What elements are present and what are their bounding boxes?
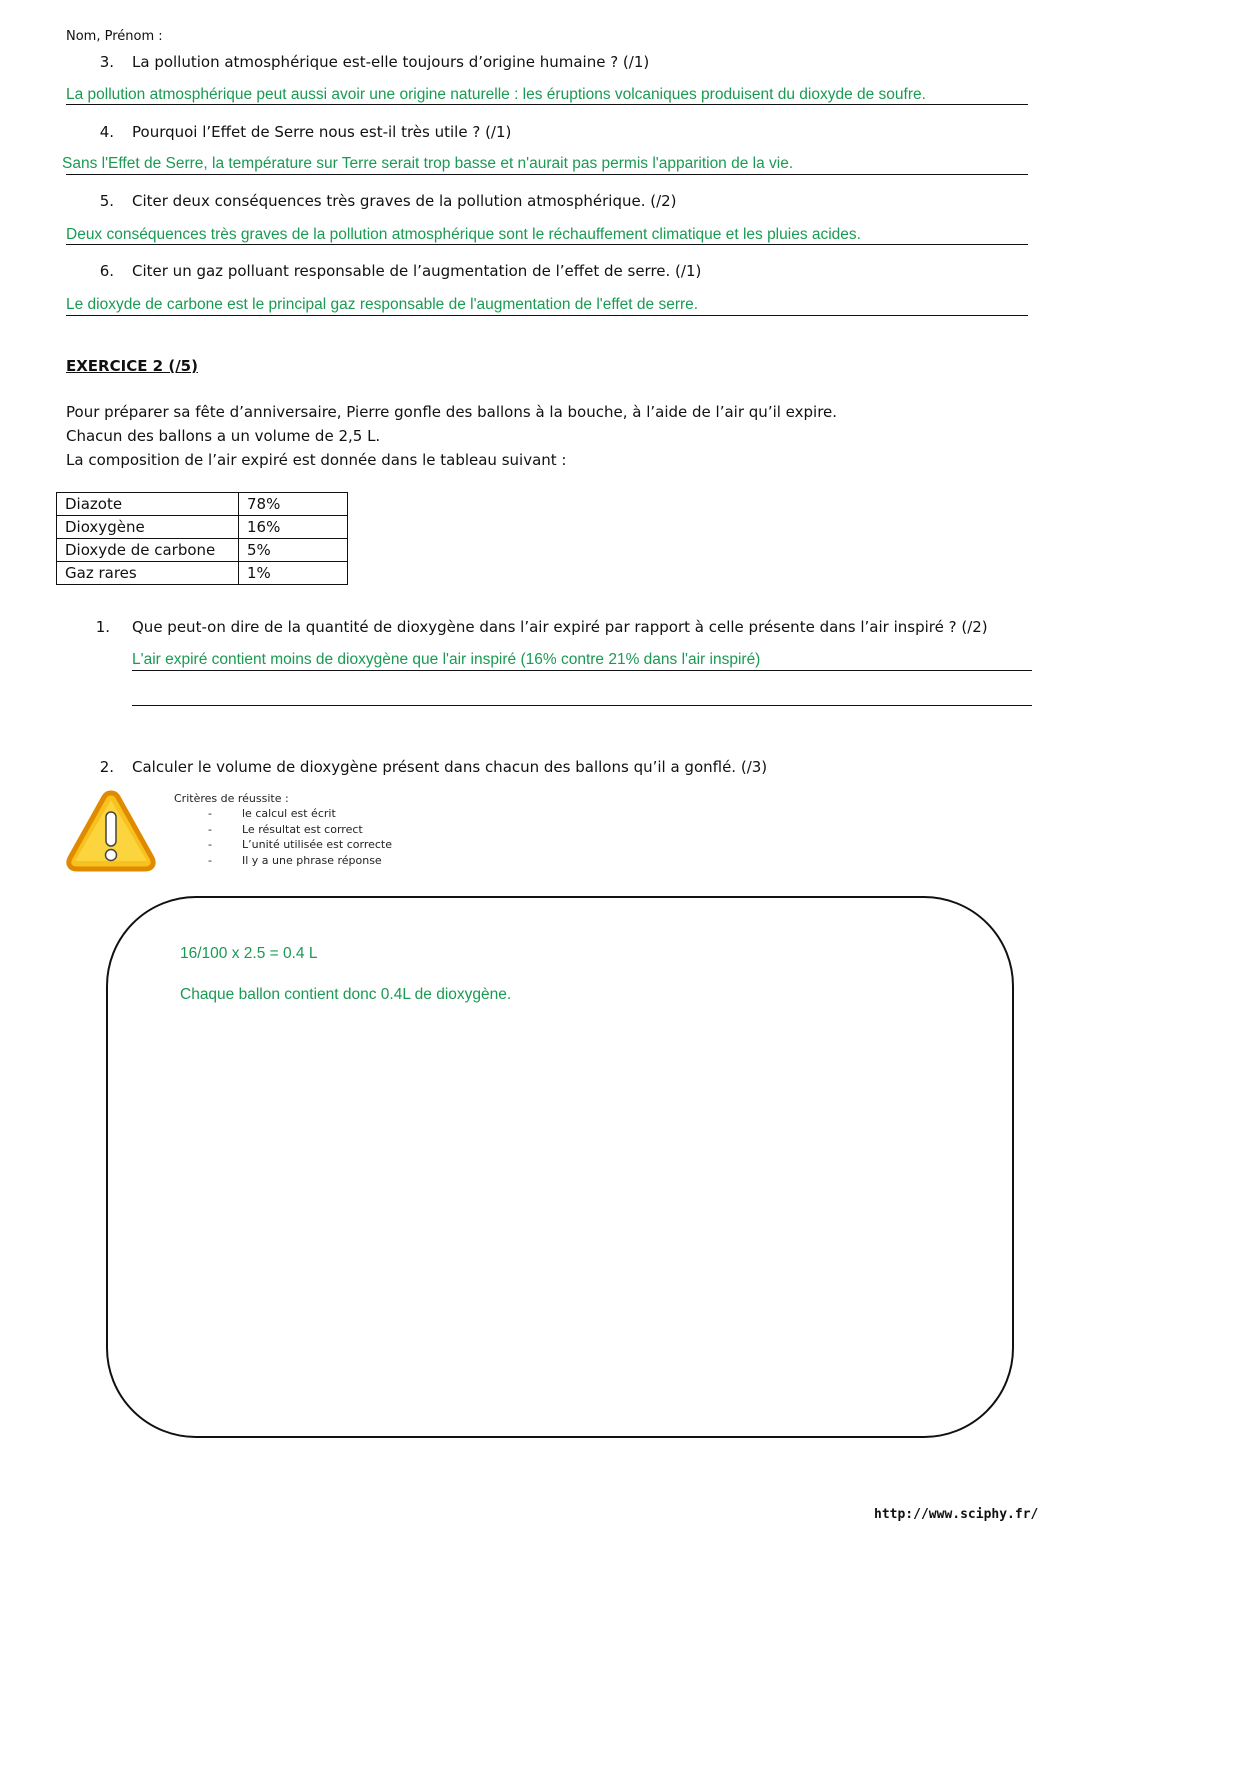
exercise-2-intro (66, 400, 837, 472)
answer-line (132, 705, 1032, 706)
gas-percent: 1% (239, 562, 348, 585)
table-row (57, 493, 348, 516)
question-text: Citer deux conséquences très graves de la pollution atmosphérique. (/2) (132, 192, 677, 210)
gas-name: Gaz rares (57, 562, 239, 585)
intro-line: Chacun des ballons a un volume de 2,5 L. (66, 427, 381, 445)
table-row (57, 539, 348, 562)
gas-percent: 5% (239, 539, 348, 562)
table-row (57, 562, 348, 585)
air-composition-table (56, 492, 348, 585)
question-number: 3. (99, 53, 114, 71)
answer-line (66, 244, 1028, 245)
exercise-2-title: EXERCICE 2 (/5) (66, 357, 198, 375)
answer-calculation: 16/100 x 2.5 = 0.4 L (180, 945, 318, 962)
gas-name: Dioxyde de carbone (57, 539, 239, 562)
answer-text: Sans l'Effet de Serre, la température sur Terre serait trop basse et n'aurait pas permis l'apparition de la vie. (62, 155, 794, 172)
criteria-item: Il y a une phrase réponse (242, 854, 382, 867)
question-number: 5. (99, 192, 114, 210)
intro-line: Pour préparer sa fête d’anniversaire, Pierre gonfle des ballons à la bouche, à l’aide de l’air qu’il expire. (66, 403, 838, 421)
question-text: Que peut-on dire de la quantité de dioxygène dans l’air expiré par rapport à celle présente dans l’air inspiré ? (/2) (132, 618, 988, 636)
question-text: Calculer le volume de dioxygène présent dans chacun des ballons qu’il a gonflé. (/3) (132, 758, 768, 776)
criteria-bullet: - (208, 838, 212, 851)
name-label: Nom, Prénom : (66, 29, 163, 44)
answer-line (66, 315, 1028, 316)
criteria-item: le calcul est écrit (242, 807, 336, 820)
criteria-item: Le résultat est correct (242, 823, 363, 836)
criteria-title: Critères de réussite : (174, 792, 289, 805)
footer-url: http://www.sciphy.fr/ (874, 1507, 1039, 1522)
criteria-item: L’unité utilisée est correcte (242, 838, 393, 851)
gas-name: Diazote (57, 493, 239, 516)
criteria-bullet: - (208, 807, 212, 820)
question-number: 4. (99, 123, 114, 141)
question-number: 2. (99, 758, 114, 776)
answer-line (132, 670, 1032, 671)
intro-line: La composition de l’air expiré est donnée dans le tableau suivant : (66, 451, 567, 469)
criteria-bullet: - (208, 854, 212, 867)
criteria-bullet: - (208, 823, 212, 836)
answer-text: Le dioxyde de carbone est le principal gaz responsable de l'augmentation de l'effet de serre. (66, 296, 699, 313)
gas-name: Dioxygène (57, 516, 239, 539)
answer-sentence: Chaque ballon contient donc 0.4L de dioxygène. (180, 986, 512, 1003)
answer-text: La pollution atmosphérique peut aussi avoir une origine naturelle : les éruptions volcaniques produisent du dioxyde de soufre. (66, 86, 926, 103)
question-text: La pollution atmosphérique est-elle toujours d’origine humaine ? (/1) (132, 53, 650, 71)
answer-line (66, 104, 1028, 105)
gas-percent: 78% (239, 493, 348, 516)
answer-box (106, 896, 1014, 1438)
question-text: Citer un gaz polluant responsable de l’augmentation de l’effet de serre. (/1) (132, 262, 702, 280)
answer-line (66, 174, 1028, 175)
gas-percent: 16% (239, 516, 348, 539)
answer-text: L'air expiré contient moins de dioxygène que l'air inspiré (16% contre 21% dans l'air inspiré) (132, 651, 761, 668)
question-number: 1. (95, 618, 110, 636)
warning-triangle-icon (64, 788, 158, 874)
question-text: Pourquoi l’Effet de Serre nous est-il très utile ? (/1) (132, 123, 512, 141)
question-number: 6. (99, 262, 114, 280)
answer-text: Deux conséquences très graves de la pollution atmosphérique sont le réchauffement climatique et les pluies acides. (66, 226, 861, 243)
table-row (57, 516, 348, 539)
